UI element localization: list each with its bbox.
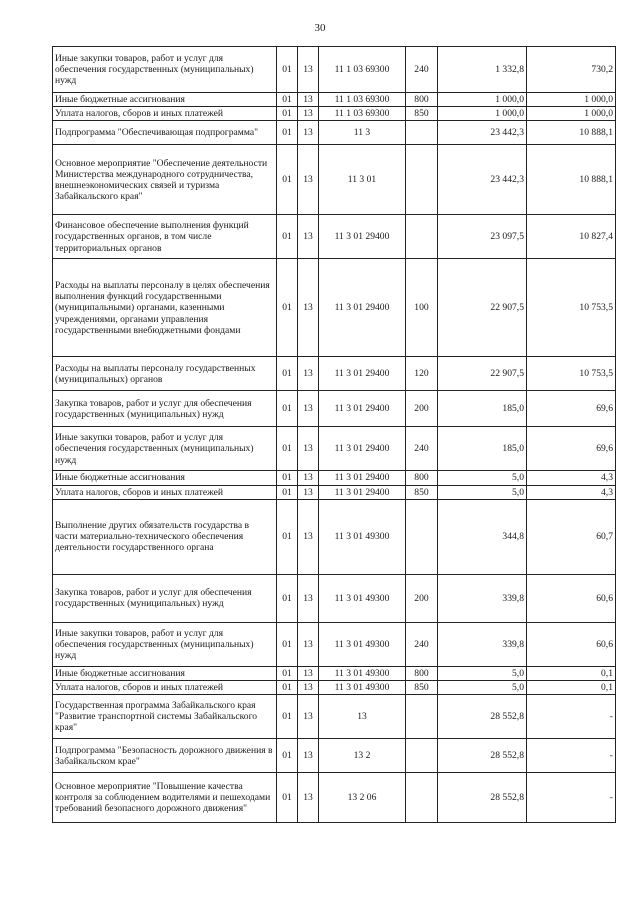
row-amount-executed: 60,6 [527, 574, 616, 622]
row-section-code: 01 [277, 357, 298, 391]
table-row [53, 47, 616, 93]
row-section-code: 01 [277, 259, 298, 357]
table-row [53, 574, 616, 622]
row-expense-type-code: 200 [406, 391, 438, 427]
row-expense-type-code: 120 [406, 357, 438, 391]
row-amount-executed: 4,3 [527, 485, 616, 499]
row-amount-planned: 1 000,0 [438, 107, 527, 121]
row-amount-executed: 10 753,5 [527, 357, 616, 391]
row-amount-planned: 1 332,8 [438, 47, 527, 93]
row-target-article-code: 11 3 01 49300 [319, 574, 406, 622]
table-row [53, 485, 616, 499]
row-name: Иные бюджетные ассигнования [53, 666, 277, 680]
row-section-code: 01 [277, 574, 298, 622]
table-row [53, 391, 616, 427]
row-expense-type-code [406, 739, 438, 773]
row-amount-executed: 60,6 [527, 622, 616, 666]
row-section-code: 01 [277, 485, 298, 499]
row-subsection-code: 13 [298, 427, 319, 471]
table-row [53, 107, 616, 121]
row-target-article-code: 11 3 01 29400 [319, 259, 406, 357]
row-target-article-code: 11 3 01 29400 [319, 485, 406, 499]
row-amount-executed: 60,7 [527, 499, 616, 574]
row-name: Финансовое обеспечение выполнения функций государственных органов, в том числе территориальных органов [53, 215, 277, 259]
table-row [53, 681, 616, 695]
row-section-code: 01 [277, 215, 298, 259]
row-amount-executed: 69,6 [527, 427, 616, 471]
row-target-article-code: 11 3 01 29400 [319, 215, 406, 259]
row-amount-planned: 23 097,5 [438, 215, 527, 259]
row-amount-planned: 339,8 [438, 622, 527, 666]
row-expense-type-code [406, 121, 438, 145]
row-target-article-code: 11 3 01 49300 [319, 681, 406, 695]
row-name: Расходы на выплаты персоналу государственных (муниципальных) органов [53, 357, 277, 391]
row-name: Подпрограмма "Безопасность дорожного движения в Забайкальском крае" [53, 739, 277, 773]
row-amount-planned: 344,8 [438, 499, 527, 574]
row-amount-planned: 28 552,8 [438, 739, 527, 773]
row-expense-type-code: 800 [406, 93, 438, 107]
budget-table [52, 46, 616, 823]
row-subsection-code: 13 [298, 471, 319, 485]
row-target-article-code: 11 3 01 29400 [319, 471, 406, 485]
row-subsection-code: 13 [298, 259, 319, 357]
table-row [53, 739, 616, 773]
row-target-article-code: 11 3 01 29400 [319, 357, 406, 391]
row-section-code: 01 [277, 145, 298, 215]
row-section-code: 01 [277, 499, 298, 574]
row-amount-executed: 10 888,1 [527, 145, 616, 215]
row-section-code: 01 [277, 47, 298, 93]
row-section-code: 01 [277, 391, 298, 427]
row-target-article-code: 11 1 03 69300 [319, 47, 406, 93]
row-target-article-code: 13 2 06 [319, 773, 406, 823]
row-amount-planned: 5,0 [438, 485, 527, 499]
row-expense-type-code: 800 [406, 666, 438, 680]
row-name: Уплата налогов, сборов и иных платежей [53, 485, 277, 499]
row-name: Выполнение других обязательств государства в части материально-технического обеспечения деятельности государственного органа [53, 499, 277, 574]
row-section-code: 01 [277, 121, 298, 145]
row-subsection-code: 13 [298, 47, 319, 93]
row-subsection-code: 13 [298, 574, 319, 622]
row-subsection-code: 13 [298, 107, 319, 121]
row-amount-planned: 5,0 [438, 471, 527, 485]
row-subsection-code: 13 [298, 357, 319, 391]
table-row [53, 121, 616, 145]
row-amount-planned: 23 442,3 [438, 121, 527, 145]
row-target-article-code: 11 3 01 49300 [319, 622, 406, 666]
row-subsection-code: 13 [298, 121, 319, 145]
row-subsection-code: 13 [298, 773, 319, 823]
row-amount-planned: 185,0 [438, 391, 527, 427]
row-target-article-code: 11 3 01 29400 [319, 427, 406, 471]
row-target-article-code: 13 [319, 695, 406, 739]
row-amount-executed: - [527, 773, 616, 823]
row-subsection-code: 13 [298, 666, 319, 680]
row-name: Основное мероприятие "Обеспечение деятельности Министерства международного сотрудничества, внешнеэкономических связей и туризма Забайкальского края" [53, 145, 277, 215]
table-row [53, 215, 616, 259]
row-name: Иные закупки товаров, работ и услуг для обеспечения государственных (муниципальных) нужд [53, 427, 277, 471]
row-name: Закупка товаров, работ и услуг для обеспечения государственных (муниципальных) нужд [53, 574, 277, 622]
table-row [53, 259, 616, 357]
row-expense-type-code: 240 [406, 622, 438, 666]
row-target-article-code: 11 3 01 [319, 145, 406, 215]
row-amount-planned: 22 907,5 [438, 357, 527, 391]
table-row [53, 499, 616, 574]
row-section-code: 01 [277, 93, 298, 107]
row-section-code: 01 [277, 427, 298, 471]
row-expense-type-code: 850 [406, 681, 438, 695]
row-subsection-code: 13 [298, 93, 319, 107]
row-name: Государственная программа Забайкальского края "Развитие транспортной системы Забайкальского края" [53, 695, 277, 739]
row-target-article-code: 11 3 [319, 121, 406, 145]
table-row [53, 427, 616, 471]
row-name: Уплата налогов, сборов и иных платежей [53, 681, 277, 695]
row-amount-executed: 1 000,0 [527, 93, 616, 107]
row-amount-executed: 69,6 [527, 391, 616, 427]
row-amount-executed: 4,3 [527, 471, 616, 485]
table-row [53, 145, 616, 215]
row-name: Иные бюджетные ассигнования [53, 471, 277, 485]
row-section-code: 01 [277, 695, 298, 739]
row-target-article-code: 11 3 01 49300 [319, 666, 406, 680]
row-amount-executed: 730,2 [527, 47, 616, 93]
row-amount-planned: 185,0 [438, 427, 527, 471]
table-row [53, 93, 616, 107]
table-row [53, 695, 616, 739]
row-subsection-code: 13 [298, 215, 319, 259]
row-expense-type-code [406, 695, 438, 739]
row-section-code: 01 [277, 666, 298, 680]
row-expense-type-code: 100 [406, 259, 438, 357]
row-subsection-code: 13 [298, 695, 319, 739]
row-section-code: 01 [277, 739, 298, 773]
row-expense-type-code [406, 499, 438, 574]
table-row [53, 666, 616, 680]
row-expense-type-code [406, 215, 438, 259]
row-amount-planned: 339,8 [438, 574, 527, 622]
row-expense-type-code: 200 [406, 574, 438, 622]
row-subsection-code: 13 [298, 681, 319, 695]
row-amount-executed: 10 888,1 [527, 121, 616, 145]
row-section-code: 01 [277, 107, 298, 121]
row-amount-executed: - [527, 695, 616, 739]
table-row [53, 471, 616, 485]
row-amount-executed: 0,1 [527, 681, 616, 695]
row-amount-planned: 5,0 [438, 681, 527, 695]
row-name: Закупка товаров, работ и услуг для обеспечения государственных (муниципальных) нужд [53, 391, 277, 427]
row-expense-type-code [406, 773, 438, 823]
row-amount-executed: 1 000,0 [527, 107, 616, 121]
row-target-article-code: 11 1 03 69300 [319, 93, 406, 107]
row-amount-planned: 1 000,0 [438, 93, 527, 107]
row-expense-type-code [406, 145, 438, 215]
row-section-code: 01 [277, 681, 298, 695]
row-amount-planned: 22 907,5 [438, 259, 527, 357]
row-subsection-code: 13 [298, 499, 319, 574]
row-name: Расходы на выплаты персоналу в целях обеспечения выполнения функций государственными (муниципальными) органами, казенными учреждениями, органами управления государственными внебюджетными фондами [53, 259, 277, 357]
row-amount-executed: 10 753,5 [527, 259, 616, 357]
row-amount-planned: 28 552,8 [438, 773, 527, 823]
row-target-article-code: 11 1 03 69300 [319, 107, 406, 121]
row-name: Уплата налогов, сборов и иных платежей [53, 107, 277, 121]
row-expense-type-code: 800 [406, 471, 438, 485]
row-name: Подпрограмма "Обеспечивающая подпрограмма" [53, 121, 277, 145]
table-row [53, 622, 616, 666]
table-row [53, 773, 616, 823]
row-subsection-code: 13 [298, 391, 319, 427]
row-subsection-code: 13 [298, 739, 319, 773]
row-section-code: 01 [277, 773, 298, 823]
row-subsection-code: 13 [298, 485, 319, 499]
row-amount-executed: - [527, 739, 616, 773]
page-number: 30 [314, 22, 326, 34]
row-amount-executed: 0,1 [527, 666, 616, 680]
row-target-article-code: 11 3 01 29400 [319, 391, 406, 427]
row-amount-planned: 28 552,8 [438, 695, 527, 739]
row-target-article-code: 11 3 01 49300 [319, 499, 406, 574]
row-name: Иные бюджетные ассигнования [53, 93, 277, 107]
row-expense-type-code: 240 [406, 47, 438, 93]
row-section-code: 01 [277, 471, 298, 485]
row-amount-executed: 10 827,4 [527, 215, 616, 259]
row-amount-planned: 5,0 [438, 666, 527, 680]
row-expense-type-code: 850 [406, 485, 438, 499]
row-subsection-code: 13 [298, 145, 319, 215]
row-expense-type-code: 240 [406, 427, 438, 471]
table-row [53, 357, 616, 391]
row-name: Иные закупки товаров, работ и услуг для обеспечения государственных (муниципальных) нужд [53, 622, 277, 666]
row-amount-planned: 23 442,3 [438, 145, 527, 215]
row-target-article-code: 13 2 [319, 739, 406, 773]
row-name: Иные закупки товаров, работ и услуг для обеспечения государственных (муниципальных) нужд [53, 47, 277, 93]
row-section-code: 01 [277, 622, 298, 666]
row-subsection-code: 13 [298, 622, 319, 666]
row-name: Основное мероприятие "Повышение качества контроля за соблюдением водителями и пешеходами требований безопасного дорожного движения" [53, 773, 277, 823]
row-expense-type-code: 850 [406, 107, 438, 121]
